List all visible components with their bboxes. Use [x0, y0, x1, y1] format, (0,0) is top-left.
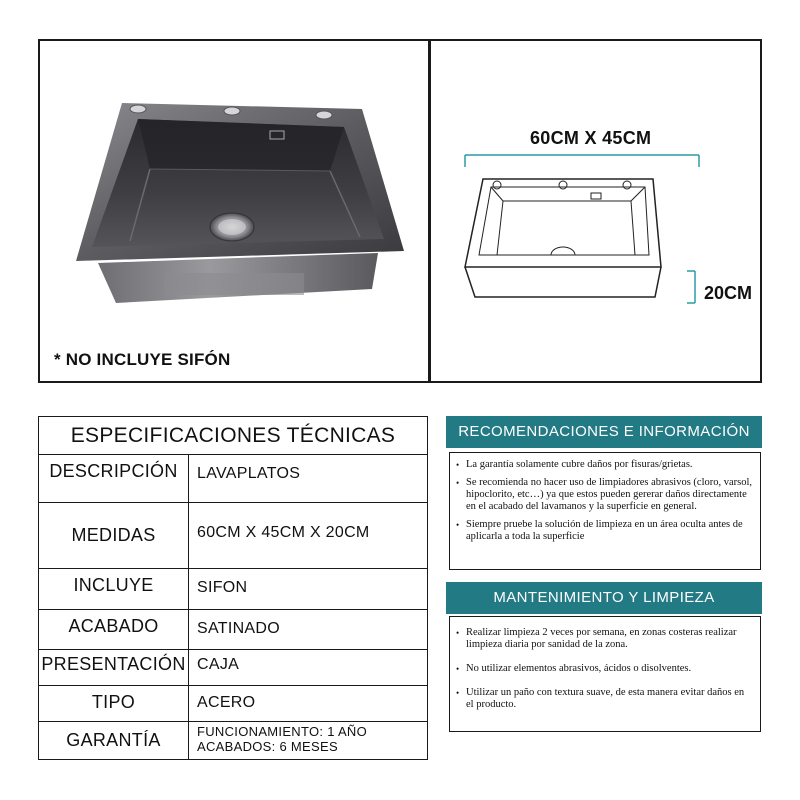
- list-item: [456, 459, 754, 471]
- depth-dimension-label: 20CM: [704, 283, 753, 303]
- spec-label: PRESENTACIÓN: [39, 650, 189, 686]
- spec-row-medidas: [39, 503, 428, 569]
- spec-label: TIPO: [39, 686, 189, 722]
- maintenance-text: Utilizar un paño con textura suave, de esta manera evitar daños en el producto.: [466, 687, 745, 710]
- specs-title: ESPECIFICACIONES TÉCNICAS: [39, 417, 428, 455]
- list-item: [456, 627, 754, 651]
- spec-value: CAJA: [189, 650, 428, 686]
- bullet-icon: •: [456, 460, 460, 470]
- sink-photo-illustration: [40, 41, 428, 381]
- recommendation-text: Se recomienda no hacer uso de limpiadores abrasivos (cloro, varsol, hipoclorito, etc…) ya que estos pueden gererar daños directamente en el acabado del lavamanos y la superficie en general.: [466, 477, 753, 512]
- spec-value: SATINADO: [189, 610, 428, 650]
- spec-value: SIFON: [189, 569, 428, 610]
- spec-row-garantia: [39, 722, 428, 760]
- list-item: [456, 663, 754, 675]
- spec-row-tipo: [39, 686, 428, 722]
- no-sifon-note: * NO INCLUYE SIFÓN: [54, 350, 231, 369]
- spec-value: ACERO: [189, 686, 428, 722]
- bullet-icon: •: [456, 688, 460, 698]
- bullet-icon: •: [456, 520, 460, 530]
- sink-diagram: [431, 41, 760, 381]
- spec-label: ACABADO: [39, 610, 189, 650]
- spec-row-descripcion: [39, 455, 428, 503]
- recommendations-header: RECOMENDACIONES E INFORMACIÓN: [446, 416, 762, 448]
- spec-label: INCLUYE: [39, 569, 189, 610]
- recommendation-text: Siempre pruebe la solución de limpieza en un área oculta antes de aplicarla a toda la superficie: [466, 519, 743, 542]
- list-item: [456, 477, 754, 513]
- warranty-finish: ACABADOS: 6 MESES: [197, 739, 338, 754]
- maintenance-box: [449, 616, 761, 732]
- warranty-function: FUNCIONAMIENTO: 1 AÑO: [197, 724, 368, 739]
- recommendations-box: [449, 452, 761, 570]
- bullet-icon: •: [456, 664, 460, 674]
- specs-table: [38, 416, 428, 760]
- spec-label: MEDIDAS: [39, 503, 189, 569]
- sink-photo: [40, 41, 428, 381]
- list-item: [456, 519, 754, 543]
- list-item: [456, 687, 754, 711]
- spec-row-acabado: [39, 610, 428, 650]
- bullet-icon: •: [456, 478, 460, 488]
- spec-value: LAVAPLATOS: [189, 455, 428, 503]
- bullet-icon: •: [456, 628, 460, 638]
- spec-label: DESCRIPCIÓN: [39, 455, 189, 503]
- sink-line-drawing: [431, 41, 760, 381]
- spec-row-incluye: [39, 569, 428, 610]
- width-dimension-label: 60CM X 45CM: [530, 128, 652, 148]
- spec-value: [189, 722, 428, 760]
- spec-value: 60CM X 45CM X 20CM: [189, 503, 428, 569]
- maintenance-header: MANTENIMIENTO Y LIMPIEZA: [446, 582, 762, 614]
- spec-label: GARANTÍA: [39, 722, 189, 760]
- recommendation-text: La garantía solamente cubre daños por fisuras/grietas.: [466, 459, 693, 470]
- maintenance-text: Realizar limpieza 2 veces por semana, en zonas costeras realizar limpieza diaria por sanidad de la zona.: [466, 627, 737, 650]
- maintenance-text: No utilizar elementos abrasivos, ácidos o disolventes.: [466, 663, 692, 674]
- spec-row-presentacion: [39, 650, 428, 686]
